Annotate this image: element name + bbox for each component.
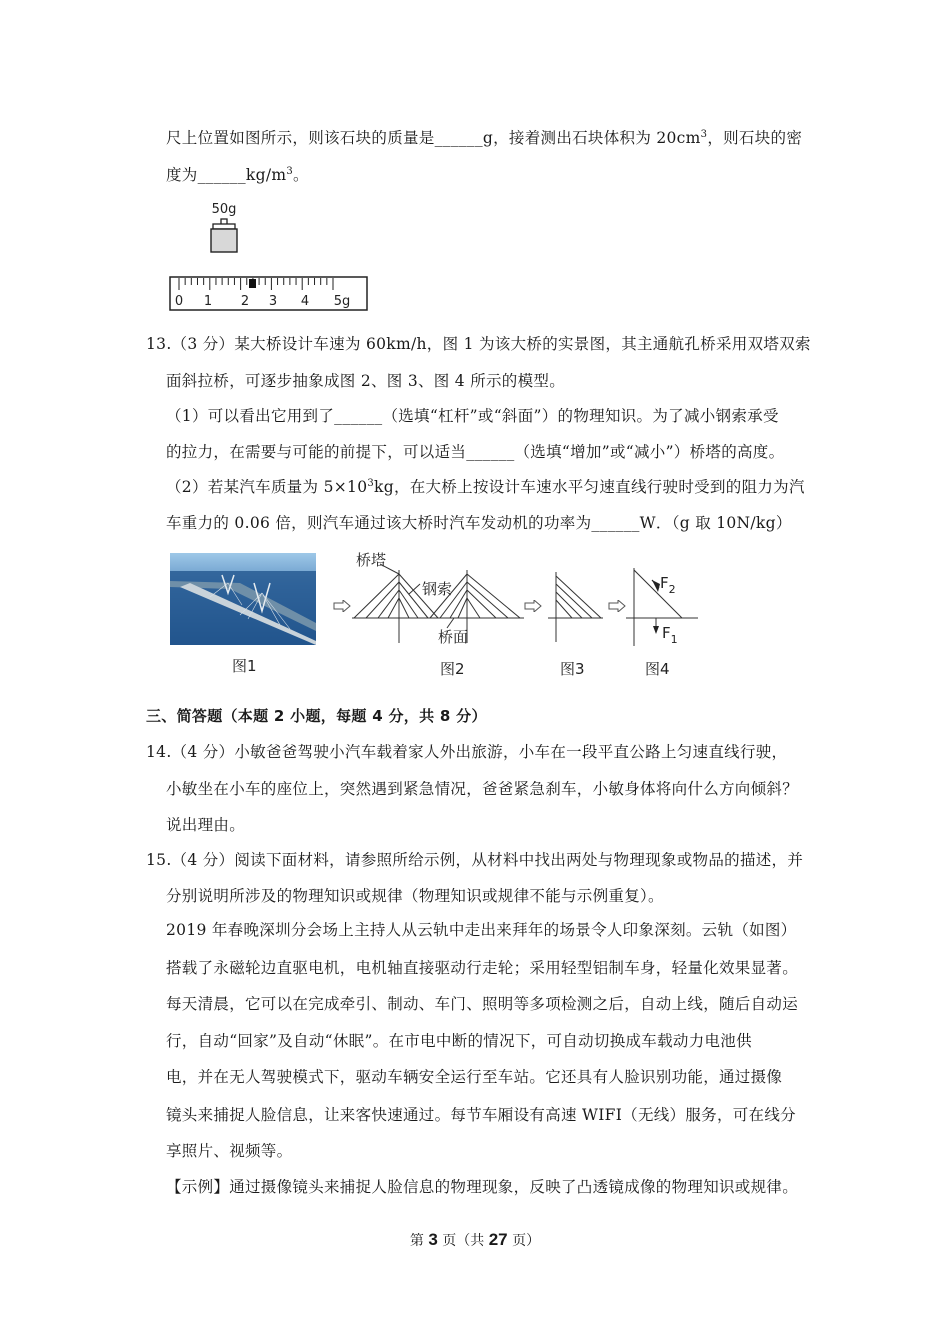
q15-line-8: 镜头来捕捉人脸信息，让来客快速通过。每节车厢设有高速 WIFI（无线）服务，可在线分 bbox=[166, 1106, 796, 1124]
q15-line-9: 享照片、视频等。 bbox=[166, 1142, 293, 1160]
label-cable: 钢索 bbox=[422, 580, 453, 598]
label-f2: $F_2$ bbox=[660, 574, 676, 596]
ruler-label: 0 bbox=[174, 294, 184, 309]
bridge-model-fig4 bbox=[626, 566, 706, 650]
q13-line-6: 车重力的 0.06 倍，则汽车通过该大桥时汽车发动机的功率为______W．（g 取 10N/kg） bbox=[166, 514, 792, 532]
q13-line-3: （1）可以看出它用到了______（选填“杠杆”或“斜面”）的物理知识。为了减小钢索承受 bbox=[166, 407, 779, 425]
caption-fig2: 图2 bbox=[440, 660, 465, 678]
ruler-label: 2 bbox=[240, 294, 250, 309]
q14-line-1: 14.（4 分）小敏爸爸驾驶小汽车载着家人外出旅游，小车在一段平直公路上匀速直线行驶， bbox=[146, 743, 788, 761]
balance-figure bbox=[165, 196, 375, 316]
label-tower: 桥塔 bbox=[356, 551, 387, 569]
label-deck: 桥面 bbox=[438, 628, 469, 646]
arrow-icon bbox=[333, 600, 351, 612]
q13-line-5: （2）若某汽车质量为 $5\times 10^3kg$，在大桥上按设计车速水平匀速直线行驶时受到的阻力为汽 bbox=[166, 478, 805, 496]
q15-line-6: 行，自动“回家”及自动“休眠”。在市电中断的情况下，可自动切换成车载动力电池供 bbox=[166, 1032, 752, 1050]
q14-line-2: 小敏坐在小车的座位上，突然遇到紧急情况，爸爸紧急刹车，小敏身体将向什么方向倾斜？ bbox=[166, 780, 799, 798]
q13-line-2: 面斜拉桥，可逐步抽象成图 2、图 3、图 4 所示的模型。 bbox=[166, 372, 565, 390]
q13-line-1: 13.（3 分）某大桥设计车速为 60km/h，图 1 为该大桥的实景图，其主通航孔桥采用双塔双索 bbox=[146, 335, 811, 353]
q12-line-1: 尺上位置如图所示，则该石块的质量是______g，接着测出石块体积为 $20cm^3$，则石块的密 bbox=[166, 129, 803, 147]
ruler-label: 5g bbox=[333, 294, 351, 309]
q13-line-4: 的拉力，在需要与可能的前提下，可以适当______（选填“增加”或“减小”）桥塔的高度。 bbox=[166, 443, 785, 461]
q15-line-7: 电，并在无人驾驶模式下，驱动车辆安全运行至车站。它还具有人脸识别功能，通过摄像 bbox=[166, 1068, 783, 1086]
q15-line-5: 每天清晨，它可以在完成牵引、制动、车门、照明等多项检测之后，自动上线，随后自动运 bbox=[166, 995, 799, 1013]
weight-label: 50g bbox=[211, 202, 237, 217]
bridge-model-fig3 bbox=[546, 570, 604, 644]
q14-line-3: 说出理由。 bbox=[166, 816, 246, 834]
ruler bbox=[170, 277, 367, 310]
ruler-label: 4 bbox=[300, 294, 310, 309]
q15-line-2: 分别说明所涉及的物理知识或规律（物理知识或规律不能与示例重复）。 bbox=[166, 887, 664, 905]
arrow-icon bbox=[524, 600, 542, 612]
weight-icon bbox=[211, 219, 237, 252]
page-footer: 第 3 页（共 27 页） bbox=[409, 1230, 541, 1249]
q15-line-4: 搭载了永磁轮边直驱电机，电机轴直接驱动行走轮；采用轻型铝制车身，轻量化效果显著。 bbox=[166, 959, 799, 977]
caption-fig3: 图3 bbox=[560, 660, 585, 678]
bridge-model-fig2 bbox=[352, 548, 524, 648]
section-heading: 三、简答题（本题 2 小题，每题 4 分，共 8 分） bbox=[146, 707, 487, 725]
arrow-icon bbox=[608, 600, 626, 612]
ruler-label: 1 bbox=[203, 294, 213, 309]
label-f1: $F_1$ bbox=[662, 624, 678, 646]
bridge-photo bbox=[170, 553, 316, 645]
q15-line-3: 2019 年春晚深圳分会场上主持人从云轨中走出来拜年的场景令人印象深刻。云轨（如图） bbox=[166, 921, 797, 939]
rider-marker bbox=[249, 279, 256, 288]
ruler-label: 3 bbox=[268, 294, 278, 309]
q15-example: 【示例】通过摄像镜头来捕捉人脸信息的物理现象，反映了凸透镜成像的物理知识或规律。 bbox=[166, 1178, 799, 1196]
q15-line-1: 15.（4 分）阅读下面材料，请参照所给示例，从材料中找出两处与物理现象或物品的描述，并 bbox=[146, 851, 804, 869]
caption-fig1: 图1 bbox=[232, 657, 257, 675]
q12-line-2: 度为$\_\_\_\_\_\_kg/m^3$。 bbox=[166, 166, 309, 184]
caption-fig4: 图4 bbox=[645, 660, 670, 678]
